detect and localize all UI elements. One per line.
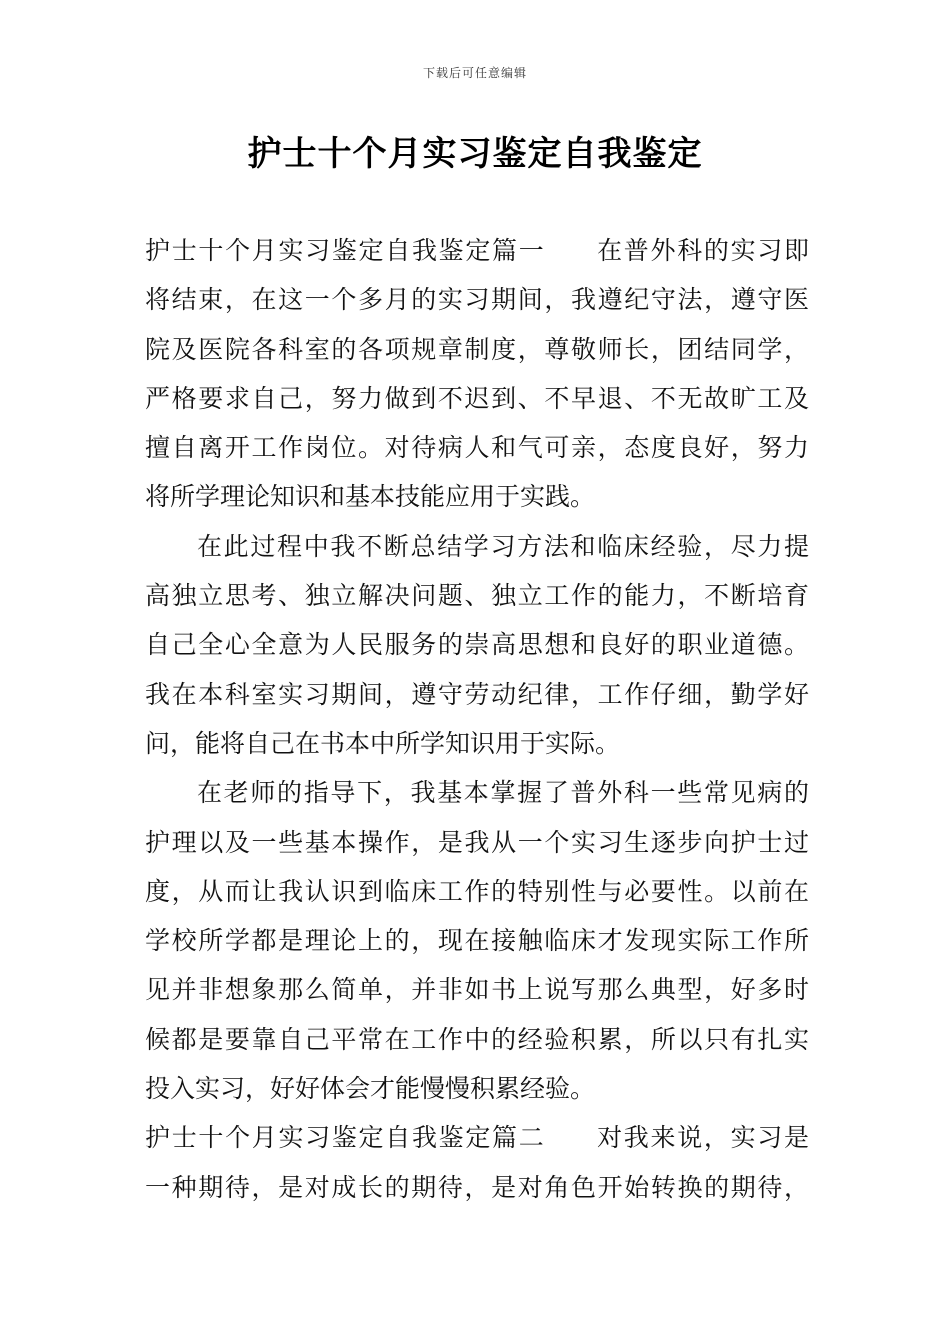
text-line: 在老师的指导下，我基本掌握了普外科一些常见病的: [197, 778, 809, 808]
paragraph-text: 对我来说，实习是: [595, 1123, 809, 1153]
text-line: 我在本科室实习期间，遵守劳动纪律，工作仔细，勤学好: [145, 679, 809, 709]
text-line: 严格要求自己，努力做到不迟到、不早退、不无故旷工及: [145, 383, 809, 413]
text-line: [145, 1113, 809, 1162]
text-line: 将结束，在这一个多月的实习期间，我遵纪守法，遵守医: [145, 285, 809, 315]
text-line: [145, 226, 809, 275]
page-title: 护士十个月实习鉴定自我鉴定: [247, 134, 703, 174]
text-line: 候都是要靠自己平常在工作中的经验积累，所以只有扎实: [145, 1024, 809, 1054]
text-line: 一种期待，是对成长的期待，是对角色开始转换的期待，: [145, 1172, 809, 1202]
text-line: 在此过程中我不断总结学习方法和临床经验，尽力提: [197, 531, 809, 561]
section-heading-2: 护士十个月实习鉴定自我鉴定篇二: [145, 1123, 546, 1153]
text-line: 问，能将自己在书本中所学知识用于实际。: [145, 728, 621, 758]
section-heading-1: 护士十个月实习鉴定自我鉴定篇一: [145, 236, 546, 265]
text-line: 投入实习，好好体会才能慢慢积累经验。: [145, 1074, 596, 1104]
text-line: 自己全心全意为人民服务的崇高思想和良好的职业道德。: [145, 630, 809, 660]
text-line: 将所学理论知识和基本技能应用于实践。: [145, 482, 596, 512]
text-line: 度，从而让我认识到临床工作的特别性与必要性。以前在: [145, 876, 809, 906]
paragraph-text: 在普外科的实习即: [595, 236, 809, 265]
text-line: 见并非想象那么简单，并非如书上说写那么典型，好多时: [145, 975, 809, 1005]
header-note: 下载后可任意编辑: [422, 66, 527, 80]
text-line: 擅自离开工作岗位。对待病人和气可亲，态度良好，努力: [145, 433, 809, 463]
text-line: 护理以及一些基本操作，是我从一个实习生逐步向护士过: [145, 827, 809, 857]
text-line: 高独立思考、独立解决问题、独立工作的能力，不断培育: [145, 581, 809, 611]
text-line: 学校所学都是理论上的，现在接触临床才发现实际工作所: [145, 926, 809, 956]
text-line: 院及医院各科室的各项规章制度，尊敬师长，团结同学，: [145, 334, 809, 364]
document-body: [145, 226, 809, 1212]
